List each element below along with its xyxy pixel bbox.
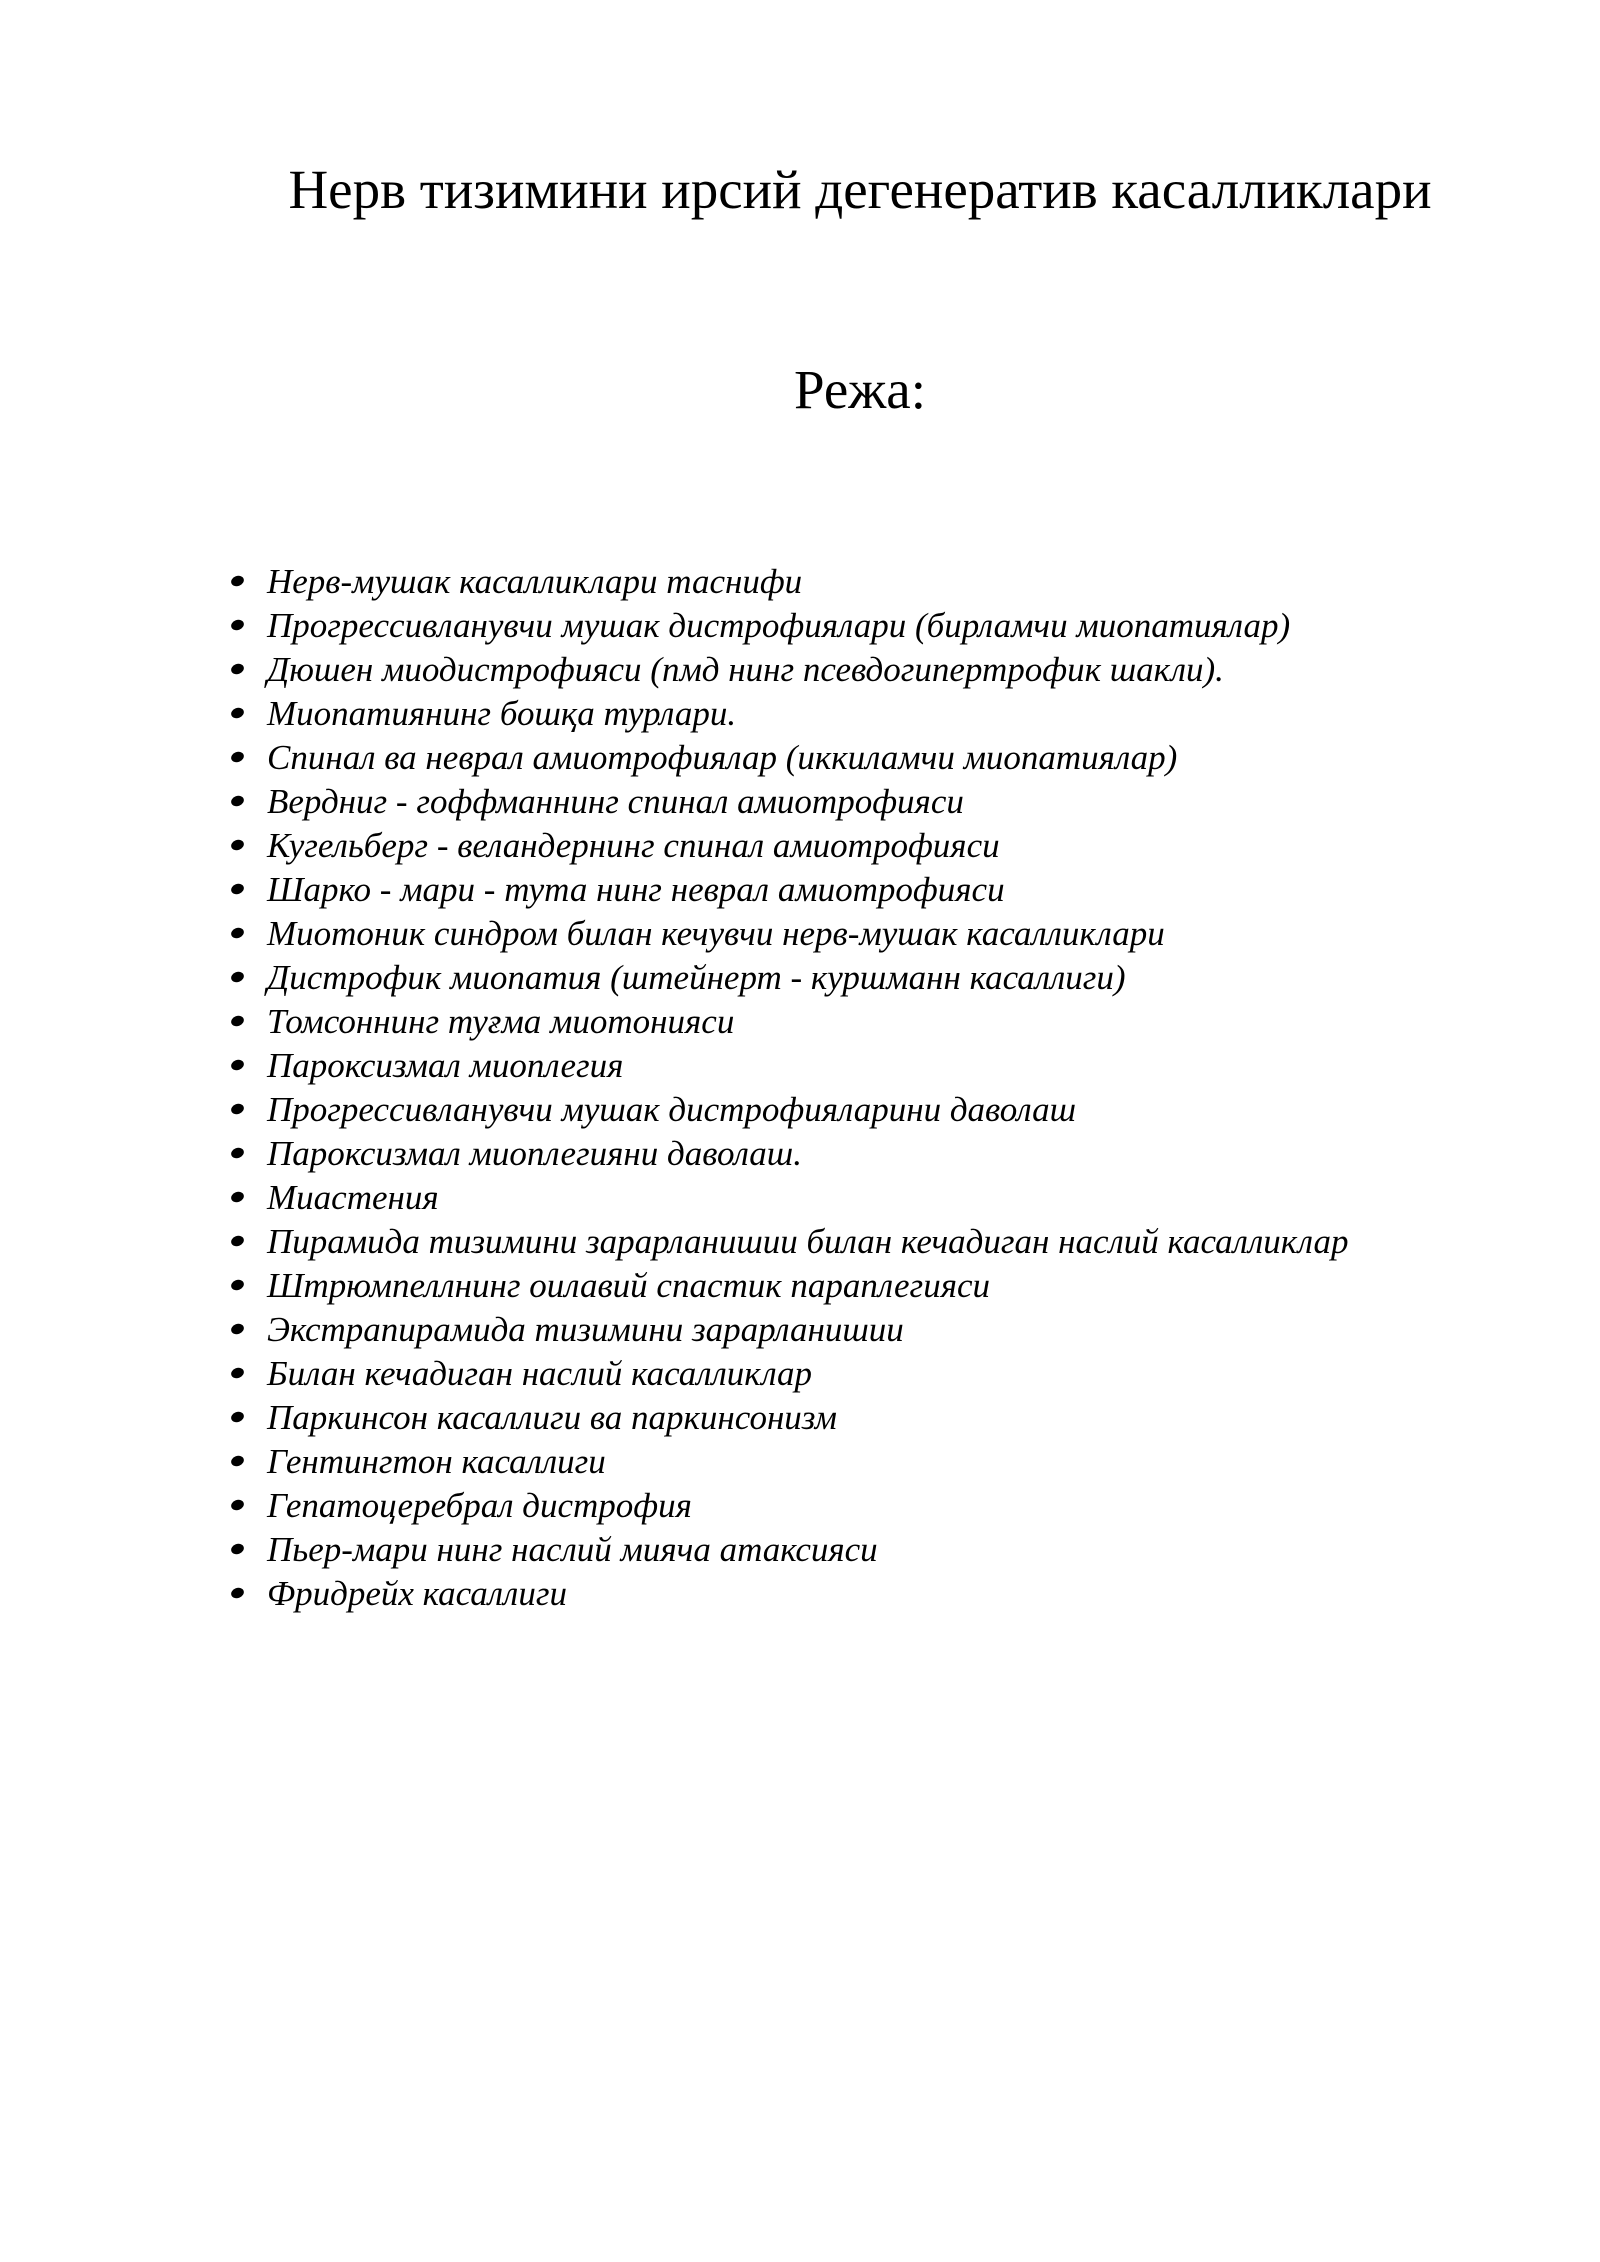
plan-item-text: Билан кечадиган наслий касалликлар xyxy=(267,1354,813,1393)
plan-list-item xyxy=(225,1440,1348,1484)
bullet-icon xyxy=(230,1454,246,1468)
plan-item-text: Томсоннинг туғма миотонияси xyxy=(267,1002,735,1041)
plan-item-text: Спинал ва неврал амиотрофиялар (иккиламчи миопатиялар) xyxy=(267,738,1178,777)
plan-list-item xyxy=(225,956,1348,1000)
bullet-icon xyxy=(230,794,246,808)
bullet-icon xyxy=(230,1410,246,1424)
plan-item-text: Миопатиянинг бошқа турлари. xyxy=(267,694,737,733)
plan-list-item xyxy=(225,868,1348,912)
plan-item-text: Миастения xyxy=(267,1178,439,1217)
bullet-icon xyxy=(230,618,246,632)
plan-list-item xyxy=(225,648,1348,692)
plan-item-text: Дистрофик миопатия (штейнерт - куршманн касаллиги) xyxy=(267,958,1126,997)
plan-list-item xyxy=(225,560,1348,604)
plan-item-text: Пирамида тизимини зарарланишии билан кечадиган наслий касалликлар xyxy=(267,1222,1349,1261)
bullet-icon xyxy=(230,1234,246,1248)
plan-list-item xyxy=(225,1132,1348,1176)
plan-list-item xyxy=(225,1352,1348,1396)
plan-item-text: Фридрейх касаллиги xyxy=(267,1574,567,1613)
bullet-icon xyxy=(230,574,246,588)
bullet-icon xyxy=(230,970,246,984)
bullet-icon xyxy=(230,750,246,764)
bullet-icon xyxy=(230,1146,246,1160)
bullet-icon xyxy=(230,926,246,940)
bullet-icon xyxy=(230,1014,246,1028)
plan-list-item xyxy=(225,1264,1348,1308)
plan-item-text: Гентингтон касаллиги xyxy=(267,1442,606,1481)
plan-item-text: Вердниг - гоффманнинг спинал амиотрофияси xyxy=(267,782,964,821)
plan-item-text: Миотоник синдром билан кечувчи нерв-мушак касалликлари xyxy=(267,914,1165,953)
plan-list xyxy=(225,560,1348,1616)
plan-item-text: Прогрессивланувчи мушак дистрофиялари (бирламчи миопатиялар) xyxy=(267,606,1291,645)
bullet-icon xyxy=(230,1542,246,1556)
plan-list-item xyxy=(225,912,1348,956)
bullet-icon xyxy=(230,838,246,852)
bullet-icon xyxy=(230,1322,246,1336)
plan-list-item xyxy=(225,1396,1348,1440)
plan-item-text: Пароксизмал миоплегияни даволаш. xyxy=(267,1134,802,1173)
bullet-icon xyxy=(230,882,246,896)
plan-list-item xyxy=(225,1528,1348,1572)
plan-list-item xyxy=(225,1572,1348,1616)
plan-item-text: Паркинсон касаллиги ва паркинсонизм xyxy=(267,1398,837,1437)
plan-list-item xyxy=(225,1176,1348,1220)
plan-item-text: Прогрессивланувчи мушак дистрофияларини даволаш xyxy=(267,1090,1077,1129)
bullet-icon xyxy=(230,1586,246,1600)
plan-list-item xyxy=(225,1484,1348,1528)
bullet-icon xyxy=(230,706,246,720)
plan-item-text: Нерв-мушак касалликлари таснифи xyxy=(267,562,803,601)
plan-item-text: Пьер-мари нинг наслий мияча атаксияси xyxy=(267,1530,878,1569)
document-title: Нерв тизимини ирсий дегенератив касалликлари xyxy=(288,159,1432,220)
bullet-icon xyxy=(230,1498,246,1512)
plan-list-item xyxy=(225,604,1348,648)
plan-list-item xyxy=(225,1088,1348,1132)
plan-list-item xyxy=(225,1308,1348,1352)
plan-item-text: Пароксизмал миоплегия xyxy=(267,1046,624,1085)
bullet-icon xyxy=(230,1190,246,1204)
plan-item-text: Кугельберг - веландернинг спинал амиотрофияси xyxy=(267,826,1000,865)
plan-item-text: Штрюмпеллнинг оилавий спастик параплегияси xyxy=(267,1266,991,1305)
plan-item-text: Экстрапирамида тизимини зарарланишии xyxy=(267,1310,904,1349)
plan-list-item xyxy=(225,1220,1348,1264)
plan-list-item xyxy=(225,824,1348,868)
bullet-icon xyxy=(230,1058,246,1072)
plan-list-item xyxy=(225,692,1348,736)
plan-item-text: Гепатоцеребрал дистрофия xyxy=(267,1486,692,1525)
plan-list-item xyxy=(225,1000,1348,1044)
bullet-icon xyxy=(230,1102,246,1116)
bullet-icon xyxy=(230,1366,246,1380)
plan-item-text: Дюшен миодистрофияси (пмд нинг псевдогипертрофик шакли). xyxy=(267,650,1224,689)
plan-list-item xyxy=(225,1044,1348,1088)
plan-list-item xyxy=(225,780,1348,824)
bullet-icon xyxy=(230,1278,246,1292)
plan-heading: Режа: xyxy=(794,359,926,420)
plan-item-text: Шарко - мари - тута нинг неврал амиотрофияси xyxy=(267,870,1005,909)
plan-list-item xyxy=(225,736,1348,780)
bullet-icon xyxy=(230,662,246,676)
